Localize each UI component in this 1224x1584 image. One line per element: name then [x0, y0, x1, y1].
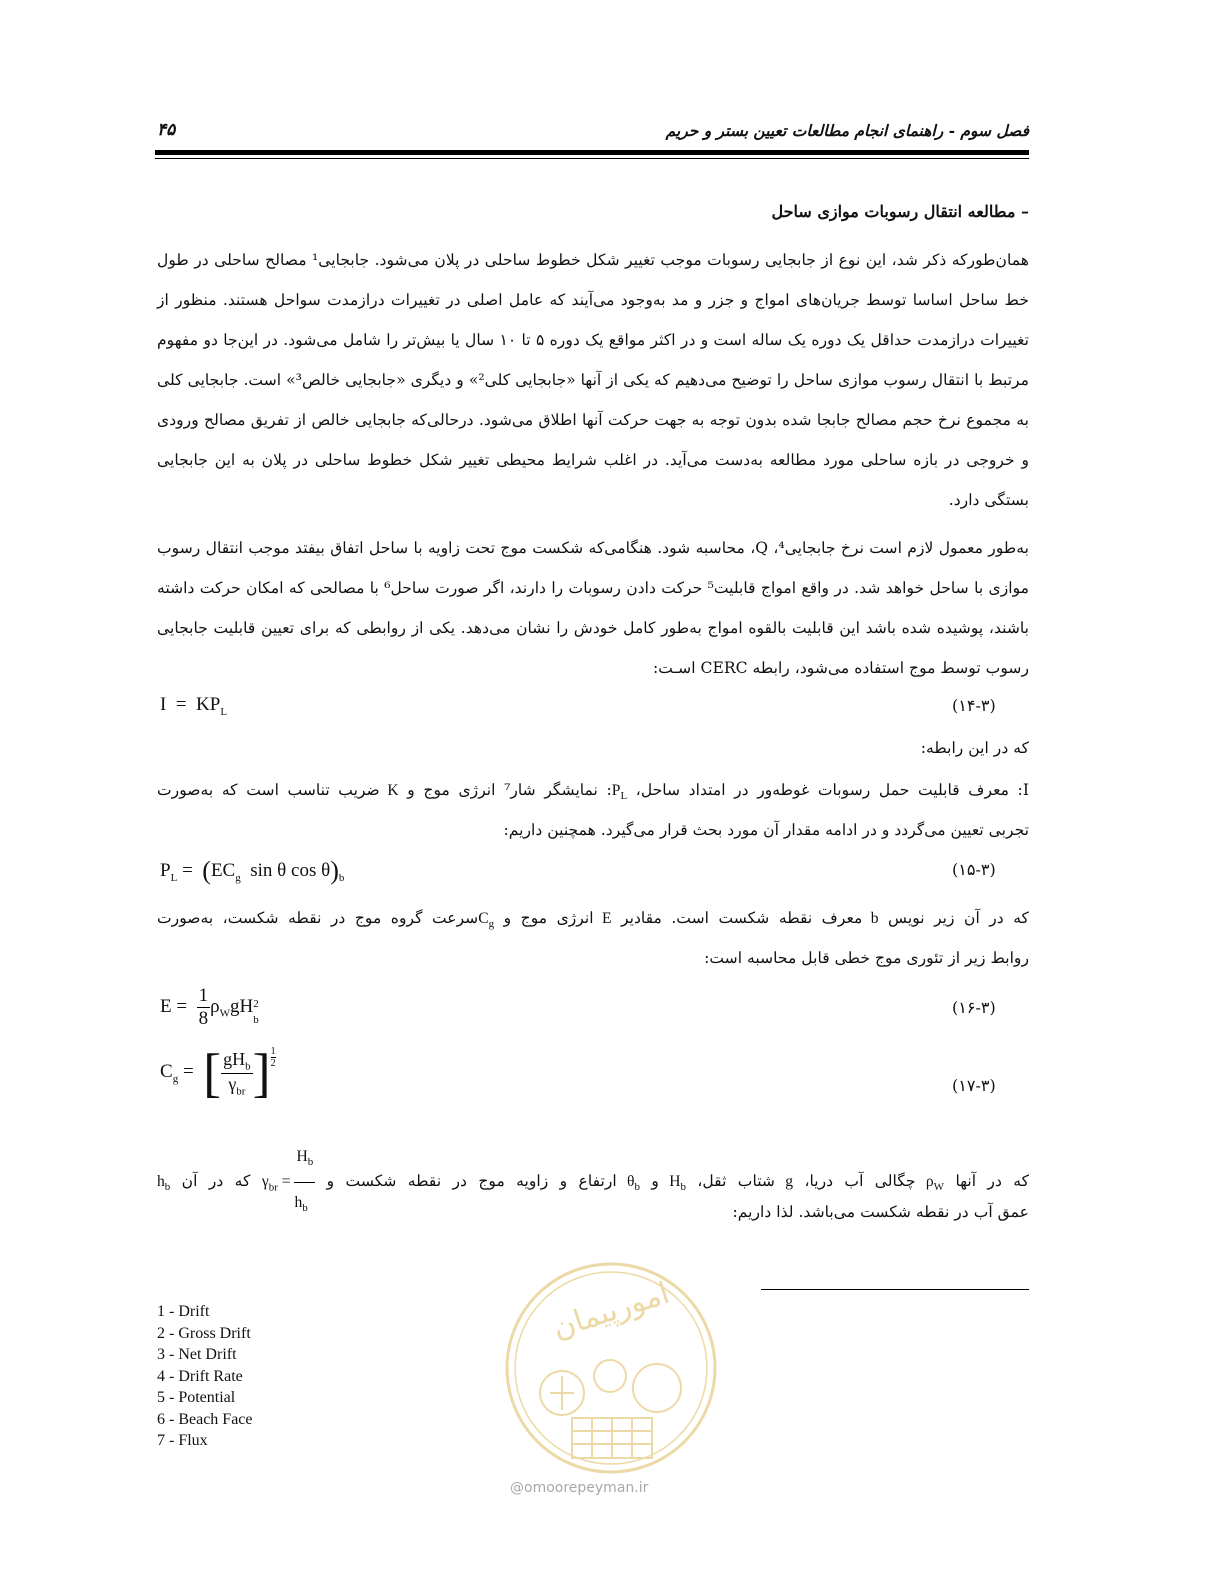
symbol-K: K — [379, 782, 399, 799]
paragraph-2: به‌طور معمول لازم است نرخ جابجایی⁴، Q، محاسبه شود. هنگامی‌که شکست موج تحت زاویه با ساحل اتفاق بیفتد موجب انتقال رسوب موازی با ساحل خواهد شد. در واقع امواج قابلیت⁵ حرکت دادن رسوبات را دارند، اگر صورت ساحل⁶ با مصالحی که امکان حرکت داشته باشند، پوشیده شده باشد این قابلیت بالقوه امواج به‌طور کامل خودش را نشان می‌دهد. یکی از روابطی که برای تعیین قابلیت جابجایی رسوب توسط موج استفاده می‌شود، رابطه CERC اسـت: — [157, 539, 1030, 677]
p6d: و — [651, 1172, 659, 1191]
section-title: – مطالعه انتقال رسوبات موازی ساحل — [771, 202, 1029, 221]
p5a: که در آن زیر نویس — [888, 909, 1029, 927]
p4c: ضریب تناسب است که به‌صورت — [157, 781, 380, 799]
equation-16: E = $\frac{1}{8}$ $\rho_WgH$ 2 b — [160, 985, 259, 1029]
p6b: چگالی آب دریا، — [804, 1172, 916, 1191]
footnote-3: 3 - Net Drift — [157, 1346, 237, 1363]
p4b: : نمایشگر شار⁷ انرژی موج و — [407, 781, 612, 799]
symbol-gamma-br: $\gamma_{br}$ = $\frac{H_b}{h_b}$ — [262, 1137, 315, 1228]
symbol-PL: $P_L$ — [611, 782, 628, 803]
symbol-g: g — [774, 1173, 794, 1191]
symbol-hb: $h_b$ — [157, 1173, 171, 1194]
header-rule-thin — [155, 158, 1029, 159]
footnote-separator — [761, 1289, 1029, 1290]
p5b: معرف نقطه شکست است. مقادیر — [621, 909, 863, 927]
paragraph-3: که در این رابطه: — [920, 739, 1029, 757]
p6c: شتاب ثقل، — [697, 1172, 775, 1191]
equation-15: $P_L = (EC_g$ sin θ $\cos \theta)_b$ — [160, 856, 345, 885]
equation-17-number: (۱۷-۳) — [952, 1076, 996, 1095]
p5d: سرعت گروه موج در نقطه شکست، به‌صورت — [157, 909, 479, 927]
footnote-4: 4 - Drift Rate — [157, 1367, 243, 1385]
footnote-5: 5 - Potential — [157, 1389, 236, 1406]
paragraph-4-line-2: تجربی تعیین می‌گردد و در ادامه مقدار آن مورد بحث قرار می‌گیرد. همچنین داریم: — [503, 821, 1029, 839]
footnote-1: 1 - Drift — [157, 1303, 210, 1320]
paragraph-5-line-2: روابط زیر از تئوری موج خطی قابل محاسبه است: — [704, 949, 1029, 967]
p6a: که در آنها — [955, 1172, 1030, 1191]
paragraph-1: همان‌طورکه ذکر شد، این نوع از جابجایی رسوبات موجب تغییر شکل خطوط ساحلی در پلان می‌شود. جابجایی¹ مصالح ساحلی در طول خط ساحل اساسا توسط جریان‌های امواج و جزر و مد به‌وجود می‌آیند که عامل اصلی در تغییرات درازمدت سواحل هستند. منظور از تغییرات درازمدت حداقل یک دوره یک ساله است و در اکثر مواقع یک دوره ۵ تا ۱۰ سال یا بیش‌تر را شامل می‌شود. در این‌جا دو مفهوم مرتبط با انتقال رسوب موازی ساحل را توضیح می‌دهیم که یکی از آنها «جابجایی کلی²» و دیگری «جابجایی خالص³» است. جابجایی کلی به مجموع نرخ حجم مصالح جابجا شده بدون توجه به جهت حرکت آنها اطلاق می‌شود. درحالی‌که جابجایی خالص از تفریق مصالح ورودی و خروجی در بازه ساحلی مورد مطالعه به‌دست می‌آید. در اغلب شرایط محیطی تغییر شکل خطوط ساحلی در پلان به این جابجایی بستگی دارد. — [157, 251, 1029, 509]
p5c: انرژی موج و — [503, 909, 594, 927]
footnotes — [157, 1301, 253, 1452]
equation-14-number: (۱۴-۳) — [952, 696, 996, 715]
equation-17: $C_g$ = [ $\frac{gH_b}{\gamma_{br}}$ ] $\frac{1}{2}$ — [160, 1043, 276, 1103]
footnote-6: 6 - Beach Face — [157, 1410, 253, 1428]
paragraph-7: عمق آب در نقطه شکست می‌باشد. لذا داریم: — [732, 1203, 1029, 1221]
equation-16-number: (۱۶-۳) — [952, 998, 996, 1017]
symbol-E: E — [593, 910, 612, 927]
svg-text:امورپیمان: امورپیمان — [548, 1275, 674, 1347]
symbol-rhoW: $\rho_W$ — [925, 1173, 945, 1194]
p6e: ارتفاع و زاویه موج در نقطه شکست و — [326, 1172, 617, 1191]
equation-14: $I = KP_L$ — [160, 694, 228, 718]
footnote-7: 7 - Flux — [157, 1432, 208, 1449]
watermark-logo-icon — [502, 1258, 720, 1478]
p4a: I: معرف قابلیت حمل رسوبات غوطه‌ور در امتداد ساحل، — [635, 781, 1029, 799]
header-rule-thick — [155, 150, 1029, 155]
page-number: ۴۵ — [157, 120, 176, 140]
p6f: که در آن — [181, 1172, 251, 1191]
running-header-title: فصل سوم - راهنمای انجام مطالعات تعیین بستر و حریم — [665, 121, 1029, 140]
symbol-Hb: $H_b$ — [669, 1173, 686, 1194]
symbol-b: b — [862, 910, 879, 927]
watermark-site: @omoorepeyman.ir — [510, 1480, 649, 1496]
symbol-Cg: $C_g$ — [478, 910, 495, 931]
symbol-thetab: $\theta_b$ — [627, 1173, 640, 1194]
equation-15-number: (۱۵-۳) — [952, 860, 996, 879]
footnote-2: 2 - Gross Drift — [157, 1324, 251, 1342]
